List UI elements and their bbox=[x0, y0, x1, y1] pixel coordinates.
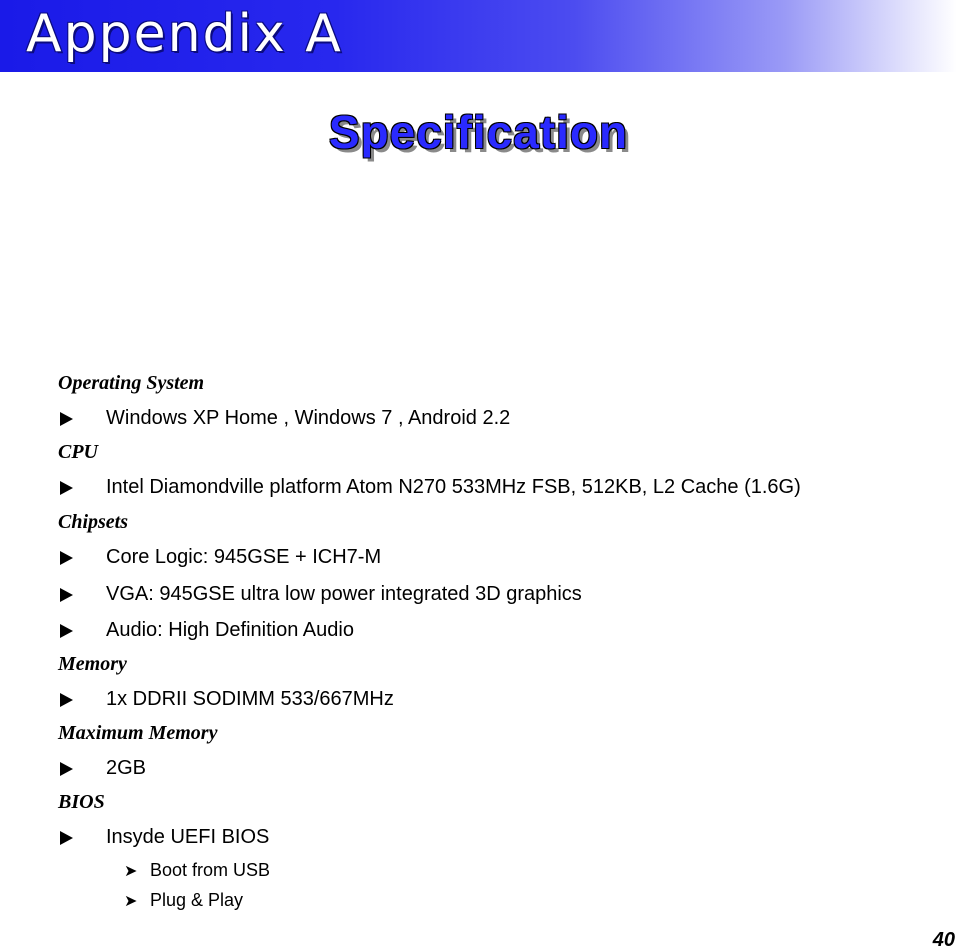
section-heading-cpu: CPU bbox=[58, 441, 98, 463]
triangle-bullet-icon bbox=[60, 551, 73, 565]
triangle-bullet-icon bbox=[60, 588, 73, 602]
section-heading-max-memory: Maximum Memory bbox=[58, 722, 218, 744]
list-item-text: Windows XP Home , Windows 7 , Android 2.2 bbox=[106, 407, 511, 429]
page-title: Specification bbox=[328, 106, 629, 158]
sub-list-item-text: Plug & Play bbox=[150, 890, 244, 910]
list-item-text: Intel Diamondville platform Atom N270 533MHz FSB, 512KB, L2 Cache (1.6G) bbox=[106, 476, 801, 498]
triangle-bullet-icon bbox=[60, 831, 73, 845]
section-heading-bios: BIOS bbox=[58, 791, 105, 813]
appendix-header-banner bbox=[0, 0, 957, 72]
list-item-text: Core Logic: 945GSE + ICH7-M bbox=[106, 546, 382, 568]
section-heading-os: Operating System bbox=[58, 372, 205, 394]
arrowhead-bullet-icon: ➤ bbox=[124, 893, 138, 910]
list-item-text: 1x DDRII SODIMM 533/667MHz bbox=[106, 688, 394, 710]
triangle-bullet-icon bbox=[60, 624, 73, 638]
triangle-bullet-icon bbox=[60, 412, 73, 426]
appendix-title: Appendix A bbox=[26, 4, 343, 64]
triangle-bullet-icon bbox=[60, 762, 73, 776]
section-heading-chipsets: Chipsets bbox=[58, 511, 129, 533]
arrowhead-bullet-icon: ➤ bbox=[124, 863, 138, 880]
sub-list-item-text: Boot from USB bbox=[150, 860, 271, 880]
list-item-text: Audio: High Definition Audio bbox=[106, 619, 354, 641]
page-number: 40 bbox=[932, 929, 955, 951]
triangle-bullet-icon bbox=[60, 481, 73, 495]
list-item-text: 2GB bbox=[106, 757, 147, 779]
section-heading-memory: Memory bbox=[58, 653, 127, 675]
triangle-bullet-icon bbox=[60, 693, 73, 707]
list-item-text: VGA: 945GSE ultra low power integrated 3D graphics bbox=[106, 583, 582, 605]
list-item-text: Insyde UEFI BIOS bbox=[106, 826, 270, 848]
